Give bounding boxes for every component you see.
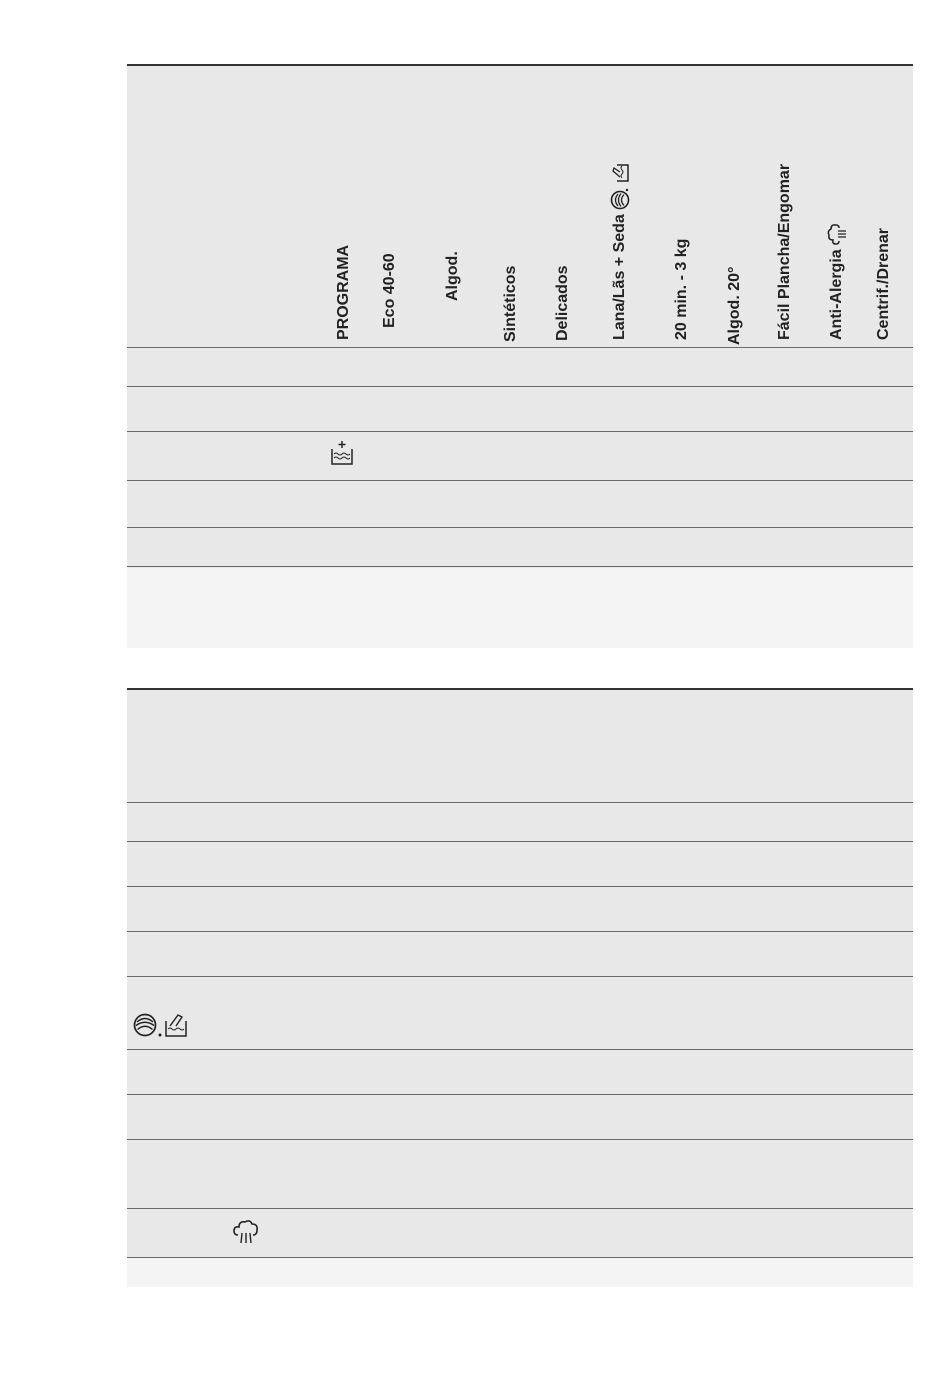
program-header-sinteticos: Sintéticos	[502, 265, 519, 342]
program-header-anti-alergia-label: Anti-Alergia	[828, 249, 846, 340]
program-header-20min: 20 min. - 3 kg	[673, 238, 690, 340]
programa-header: PROGRAMA	[335, 244, 352, 340]
wool-icon	[133, 1012, 163, 1043]
extra-rinse-icon	[330, 440, 354, 471]
program-table-bottom	[127, 688, 913, 1287]
program-table-top	[127, 64, 913, 648]
program-header-delicados: Delicados	[554, 265, 571, 341]
program-header-algod-20: Algod. 20°	[726, 266, 743, 345]
program-header-facil-plancha: Fácil Plancha/Engomar	[776, 163, 793, 340]
program-header-algod: Algod.	[444, 251, 461, 301]
handwash-icon	[611, 163, 628, 183]
program-header-lana	[610, 163, 630, 340]
wool-icon	[611, 183, 628, 209]
handwash-icon	[164, 1012, 188, 1043]
program-header-lana-label: Lana/Lãs + Seda	[611, 214, 629, 340]
program-header-centrif: Centrif./Drenar	[875, 227, 892, 340]
steam-icon	[232, 1218, 260, 1251]
program-header-anti-alergia	[826, 223, 848, 340]
steam-icon	[828, 223, 845, 245]
program-header-eco: Eco 40-60	[381, 253, 398, 328]
